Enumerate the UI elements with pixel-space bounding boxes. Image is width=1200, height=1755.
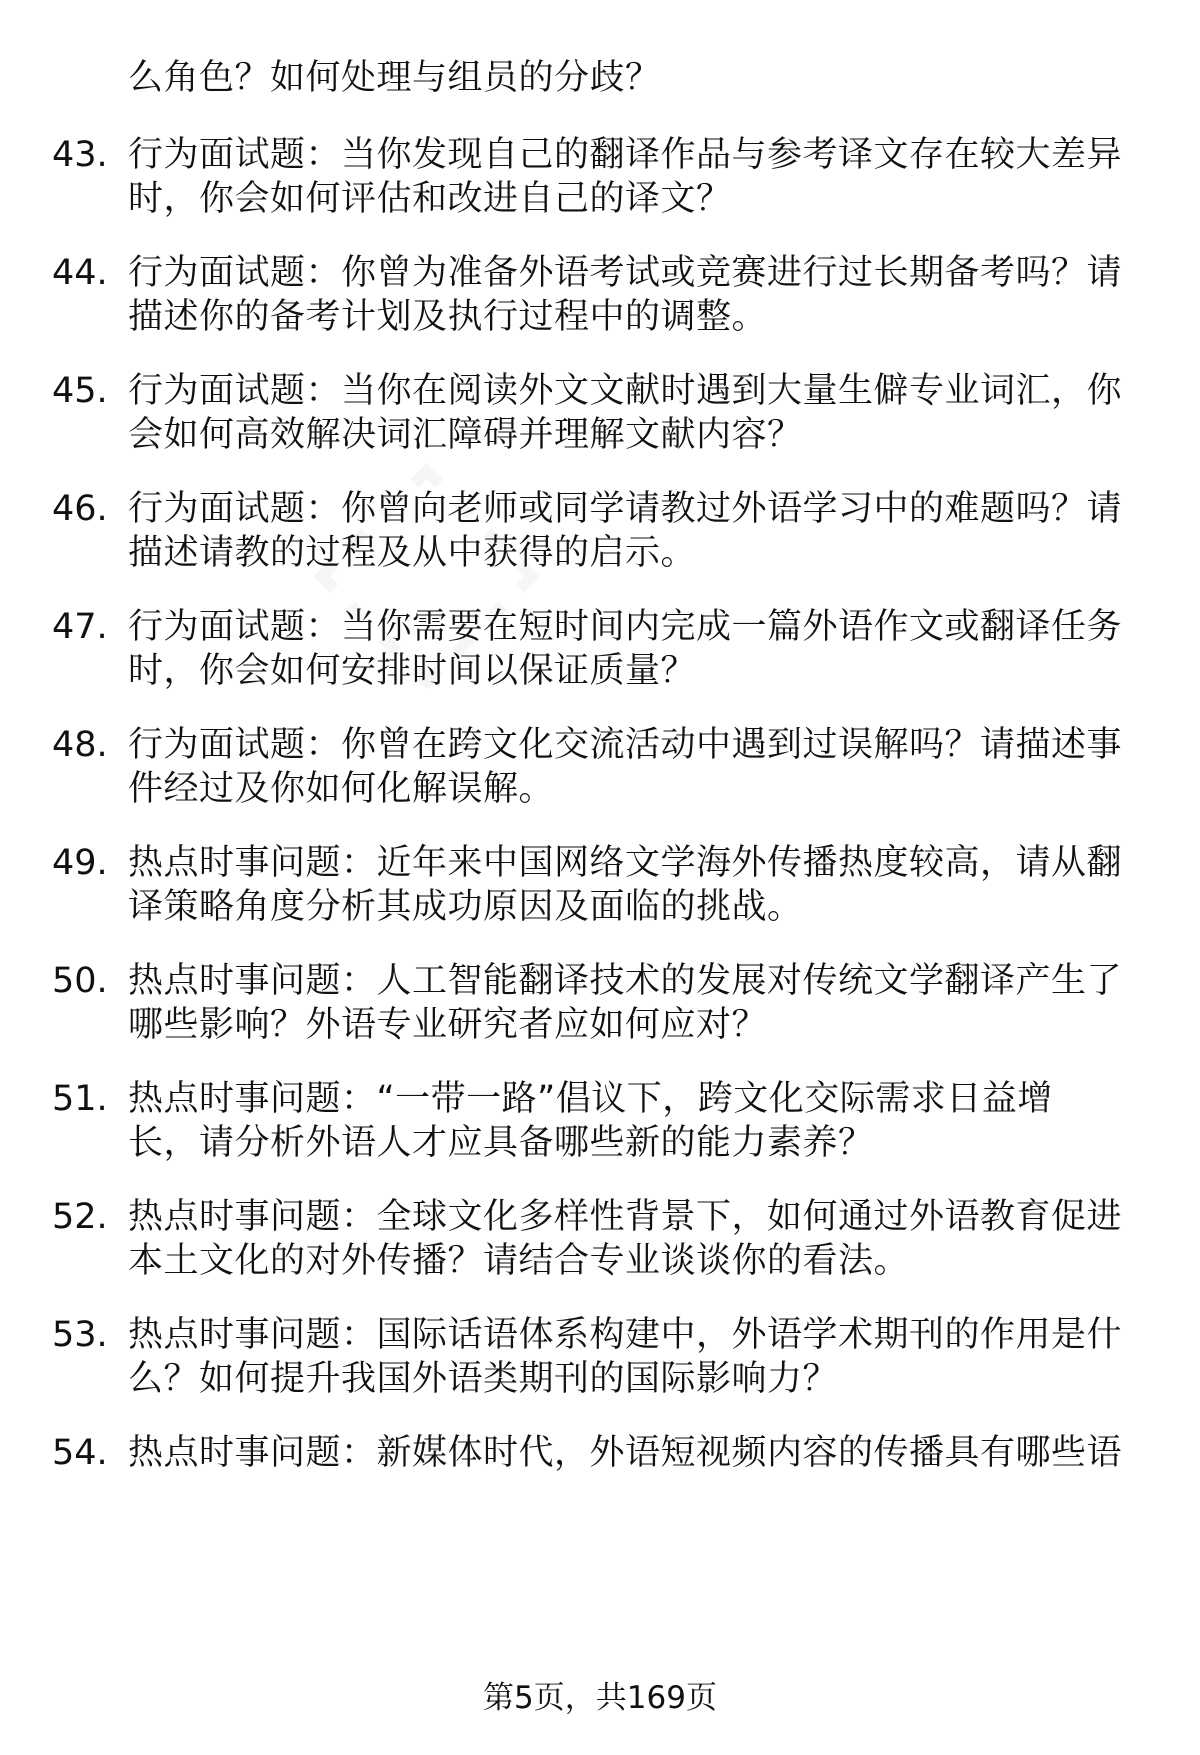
item-text-line1: 热点时事问题：国际话语体系构建中，外语学术期刊的作用是什: [128, 1315, 1123, 1355]
item-text-line2: 时，你会如何评估和改进自己的译文？: [128, 179, 732, 219]
item-text-line2: 本土文化的对外传播？请结合专业谈谈你的看法。: [128, 1241, 910, 1281]
item-number: 51.: [52, 1079, 108, 1119]
item-number: 47.: [52, 607, 108, 647]
item-number: 43.: [52, 135, 108, 175]
item-text-line2: 哪些影响？外语专业研究者应如何应对？: [128, 1005, 768, 1045]
item-text-line1: 行为面试题：当你发现自己的翻译作品与参考译文存在较大差异: [128, 135, 1123, 175]
item-text-line1: 行为面试题：你曾在跨文化交流活动中遇到过误解吗？请描述事: [128, 725, 1123, 765]
item-text-line1: 行为面试题：你曾向老师或同学请教过外语学习中的难题吗？请: [128, 489, 1123, 529]
item-text-line2: 件经过及你如何化解误解。: [128, 769, 555, 809]
item-text-line2: 会如何高效解决词汇障碍并理解文献内容？: [128, 415, 803, 455]
item-text-line2: 时，你会如何安排时间以保证质量？: [128, 651, 697, 691]
item-number: 48.: [52, 725, 108, 765]
item-number: 46.: [52, 489, 108, 529]
item-number: 54.: [52, 1433, 108, 1473]
item-number: 45.: [52, 371, 108, 411]
item-number: 53.: [52, 1315, 108, 1355]
item-number: 52.: [52, 1197, 108, 1237]
item-text-line1: 行为面试题：当你需要在短时间内完成一篇外语作文或翻译任务: [128, 607, 1123, 647]
item-text-line2: 么？如何提升我国外语类期刊的国际影响力？: [128, 1359, 839, 1399]
item-text-line1: 行为面试题：当你在阅读外文文献时遇到大量生僻专业词汇，你: [128, 371, 1123, 411]
item-text-line1: 热点时事问题：“一带一路”倡议下，跨文化交际需求日益增: [128, 1079, 1053, 1119]
item-text-line2: 长，请分析外语人才应具备哪些新的能力素养？: [128, 1123, 874, 1163]
page-footer: 第5页，共169页: [483, 1680, 717, 1716]
item-text-line2: 描述请教的过程及从中获得的启示。: [128, 533, 697, 573]
item-text-line2: 描述你的备考计划及执行过程中的调整。: [128, 297, 768, 337]
item-text-line1: 热点时事问题：新媒体时代，外语短视频内容的传播具有哪些语: [128, 1433, 1123, 1473]
continuation-text: 么角色？如何处理与组员的分歧？: [128, 58, 661, 98]
item-text-line2: 译策略角度分析其成功原因及面临的挑战。: [128, 887, 803, 927]
item-number: 50.: [52, 961, 108, 1001]
item-number: 49.: [52, 843, 108, 883]
item-text-line1: 热点时事问题：人工智能翻译技术的发展对传统文学翻译产生了: [128, 961, 1123, 1001]
item-text-line1: 热点时事问题：近年来中国网络文学海外传播热度较高，请从翻: [128, 843, 1123, 883]
item-text-line1: 行为面试题：你曾为准备外语考试或竞赛进行过长期备考吗？请: [128, 253, 1123, 293]
item-number: 44.: [52, 253, 108, 293]
item-text-line1: 热点时事问题：全球文化多样性背景下，如何通过外语教育促进: [128, 1197, 1123, 1237]
